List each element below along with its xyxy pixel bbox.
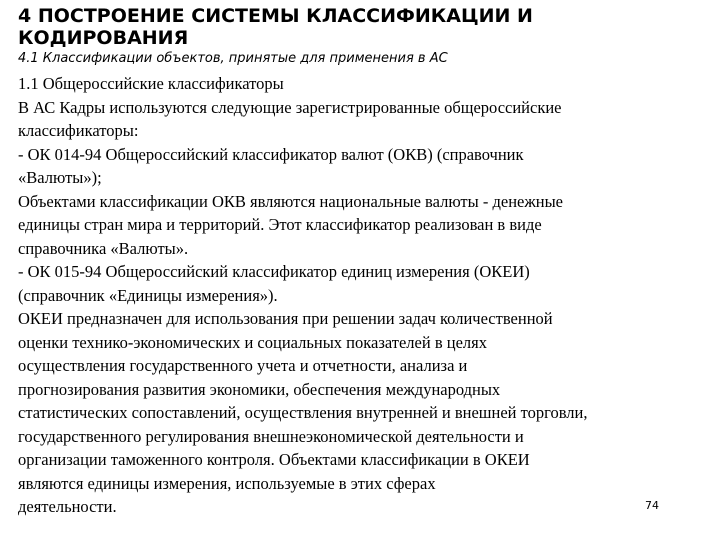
page-number: 74 bbox=[645, 499, 659, 512]
body-line: классификаторы: bbox=[18, 121, 139, 140]
body-line: В АС Кадры используются следующие зарегистрированные общероссийские bbox=[18, 97, 562, 117]
body-line: Объектами классификации ОКВ являются национальные валюты - денежные bbox=[18, 191, 563, 211]
body-line: единицы стран мира и территорий. Этот классификатор реализован в виде bbox=[18, 215, 542, 234]
body-line: государственного регулирования внешнеэкономической деятельности и bbox=[18, 426, 524, 446]
body-line: являются единицы измерения, используемые в этих сферах bbox=[18, 473, 436, 493]
body-line: «Валюты»); bbox=[18, 168, 102, 187]
body-line: справочника «Валюты». bbox=[18, 238, 189, 258]
body-line: оценки технико-экономических и социальных показателей в целях bbox=[18, 332, 487, 352]
slide-title: 4 ПОСТРОЕНИЕ СИСТЕМЫ КЛАССИФИКАЦИИ И КОДИРОВАНИЯ bbox=[18, 5, 533, 49]
body-line: осуществления государственного учета и отчетности, анализа и bbox=[18, 356, 468, 375]
body-line: ОКЕИ предназначен для использования при решении задач количественной bbox=[18, 309, 553, 328]
body-line: организации таможенного контроля. Объектами классификации в ОКЕИ bbox=[18, 450, 530, 469]
body-line: (справочник «Единицы измерения»). bbox=[18, 285, 278, 305]
body-line: - ОК 014-94 Общероссийский классификатор валют (ОКВ) (справочник bbox=[18, 144, 524, 164]
slide-subtitle: 4.1 Классификации объектов, принятые для применения в АС bbox=[18, 51, 448, 66]
body-line: деятельности. bbox=[18, 497, 117, 516]
body-line: прогнозирования развития экономики, обеспечения международных bbox=[18, 379, 501, 399]
body-line-heading: 1.1 Общероссийские классификаторы bbox=[18, 74, 284, 93]
body-line: статистических сопоставлений, осуществления внутренней и внешней торговли, bbox=[18, 403, 588, 422]
slide-body bbox=[18, 72, 718, 519]
body-line: - ОК 015-94 Общероссийский классификатор единиц измерения (ОКЕИ) bbox=[18, 262, 530, 281]
